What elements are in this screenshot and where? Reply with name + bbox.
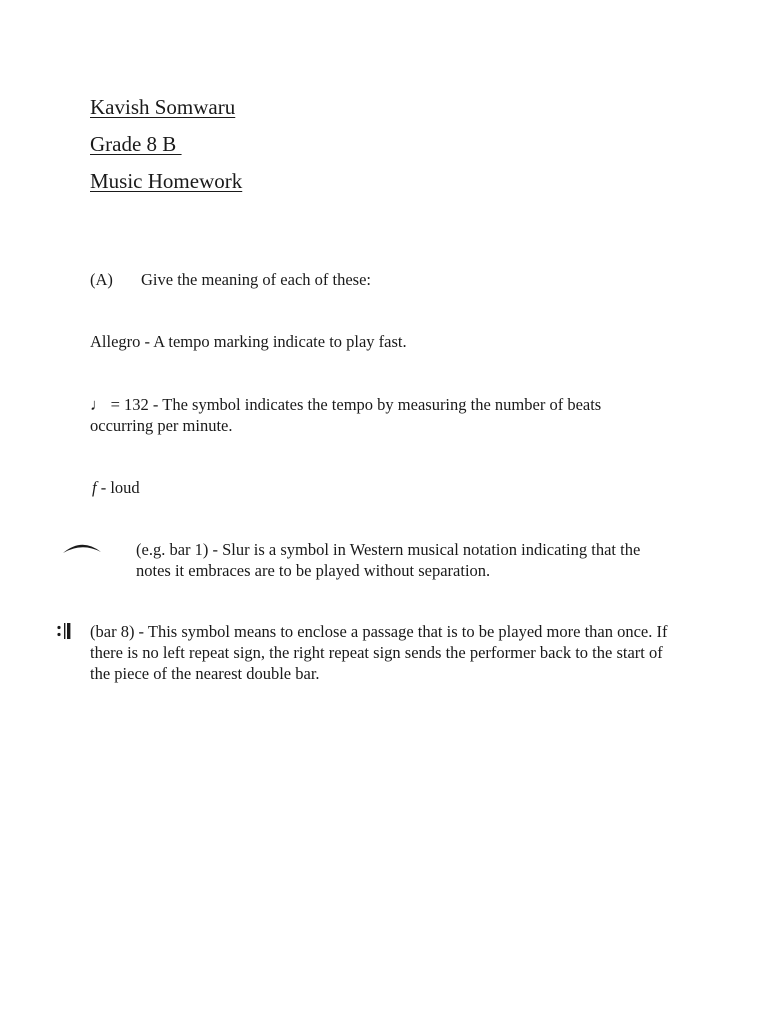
document-title: Music Homework: [90, 169, 243, 193]
section-letter: (A): [90, 270, 113, 289]
section-a-heading: [90, 269, 371, 290]
metronome-definition: ♩ = 132 - The symbol indicates the tempo by measuring the number of beats occurring per minute.: [90, 395, 602, 435]
grade-line: Grade 8 B: [90, 132, 182, 156]
slur-symbol-icon: [60, 540, 104, 560]
repeat-sign-definition: (bar 8) - This symbol means to enclose a passage that is to be played more than once. If there is no left repeat sign, the right repeat sign sends the performer back to the start of the piece of the nearest double bar.: [90, 622, 668, 683]
forte-definition: [92, 477, 392, 498]
right-repeat-sign-icon: [56, 621, 72, 641]
forte-symbol: f: [92, 478, 97, 497]
forte-text: - loud: [96, 478, 140, 497]
allegro-definition: Allegro - A tempo marking indicate to play fast.: [90, 332, 407, 351]
section-instruction: Give the meaning of each of these:: [141, 270, 371, 289]
slur-definition: (e.g. bar 1) - Slur is a symbol in Western musical notation indicating that the notes it embraces are to be played without separation.: [136, 540, 641, 580]
student-name: Kavish Somwaru: [90, 95, 236, 119]
